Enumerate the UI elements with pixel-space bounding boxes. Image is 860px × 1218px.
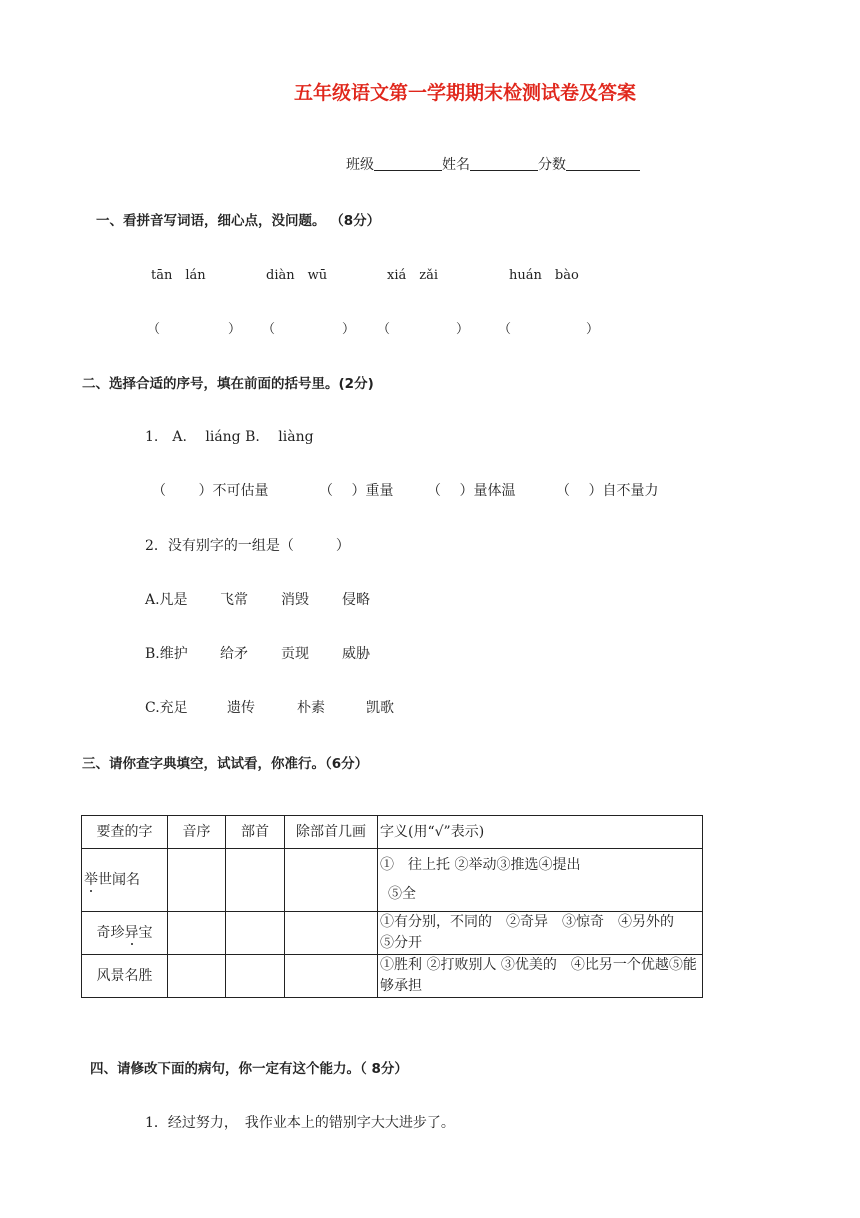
row1-word: 举世闻名 <box>82 849 168 912</box>
table-row <box>82 955 703 998</box>
row3-word: 风景名胜 <box>82 955 168 998</box>
option-b-4: 威胁 <box>342 646 370 662</box>
student-info-line <box>346 154 640 174</box>
section1-heading: 一、看拼音写词语，细心点，没问题。 （8分） <box>96 213 381 229</box>
row1-meaning[interactable]: ① 往上托 ②举动③推选④提出 ⑤全 <box>378 849 703 912</box>
option-a-4: 侵略 <box>342 592 370 608</box>
row2-word: 奇珍异宝 <box>82 912 168 955</box>
answer-paren-1-close: ） <box>228 322 242 337</box>
row1-radical-cell[interactable] <box>226 849 285 912</box>
score-blank[interactable] <box>566 156 640 171</box>
q1-item-4: （ ）自不量力 <box>556 483 659 499</box>
row1-strokes-cell[interactable] <box>285 849 378 912</box>
option-a-3: 消毁 <box>281 592 309 608</box>
class-label: 班级 <box>346 157 374 173</box>
option-c-4: 凯歌 <box>366 700 394 716</box>
row3-meaning[interactable]: ①胜利 ②打败别人 ③优美的 ④比另一个优越⑤能够承担 <box>378 955 703 998</box>
row2-phonetic-cell[interactable] <box>168 912 226 955</box>
dictionary-table <box>81 815 703 998</box>
row1-phonetic-cell[interactable] <box>168 849 226 912</box>
table-row <box>82 849 703 912</box>
row3-radical-cell[interactable] <box>226 955 285 998</box>
pinyin-2: diàn wū <box>266 268 328 283</box>
answer-paren-4-close: ） <box>586 322 600 337</box>
table-row <box>82 912 703 955</box>
pinyin-1: tān lán <box>151 268 206 283</box>
q1-item-2: （ ）重量 <box>319 483 394 499</box>
score-label: 分数 <box>538 157 566 173</box>
class-blank[interactable] <box>374 156 442 171</box>
option-b-2: 给矛 <box>220 646 248 662</box>
option-b-1: B.维护 <box>145 646 188 662</box>
section4-heading: 四、请修改下面的病句，你一定有这个能力。（ 8分） <box>90 1061 408 1077</box>
option-a-2: 飞常 <box>220 592 248 608</box>
answer-paren-3-open: （ <box>377 322 391 337</box>
emphasis-char: 举 <box>84 871 98 888</box>
q1-pinyin-options: 1. A. liáng B. liàng <box>145 429 314 445</box>
header-radical: 部首 <box>226 816 285 849</box>
answer-paren-1-open: （ <box>147 322 161 337</box>
option-c-2: 遗传 <box>227 700 255 716</box>
answer-paren-4-open: （ <box>498 322 512 337</box>
option-c-3: 朴素 <box>297 700 325 716</box>
row2-radical-cell[interactable] <box>226 912 285 955</box>
q1-item-3: （ ）量体温 <box>427 483 516 499</box>
answer-paren-2-open: （ <box>262 322 276 337</box>
header-word: 要查的字 <box>82 816 168 849</box>
pinyin-3: xiá zǎi <box>387 268 438 283</box>
table-header-row <box>82 816 703 849</box>
q1-item-1: （ ）不可估量 <box>152 483 269 499</box>
answer-paren-2-close: ） <box>342 322 356 337</box>
header-strokes: 除部首几画 <box>285 816 378 849</box>
option-c-1: C.充足 <box>145 700 188 716</box>
row2-strokes-cell[interactable] <box>285 912 378 955</box>
page-title: 五年级语文第一学期期末检测试卷及答案 <box>293 82 636 104</box>
answer-paren-3-close: ） <box>456 322 470 337</box>
q2-question: 2．没有别字的一组是（ ） <box>145 538 350 554</box>
row3-strokes-cell[interactable] <box>285 955 378 998</box>
header-phonetic-order: 音序 <box>168 816 226 849</box>
option-a-1: A.凡是 <box>145 592 188 608</box>
section3-heading: 三、请你查字典填空，试试看，你准行。（6分） <box>82 756 369 772</box>
emphasis-char: 异 <box>124 924 139 941</box>
name-label: 姓名 <box>442 157 470 173</box>
pinyin-4: huán bào <box>509 268 579 283</box>
row2-meaning[interactable]: ①有分别，不同的 ②奇异 ③惊奇 ④另外的 ⑤分开 <box>378 912 703 955</box>
q4-sentence-1: 1．经过努力， 我作业本上的错别字大大进步了。 <box>145 1115 455 1131</box>
section2-heading: 二、选择合适的序号，填在前面的括号里。(2分) <box>82 376 374 392</box>
name-blank[interactable] <box>470 156 538 171</box>
header-meaning: 字义(用“√”表示) <box>378 816 703 849</box>
row3-phonetic-cell[interactable] <box>168 955 226 998</box>
option-b-3: 贡现 <box>281 646 309 662</box>
